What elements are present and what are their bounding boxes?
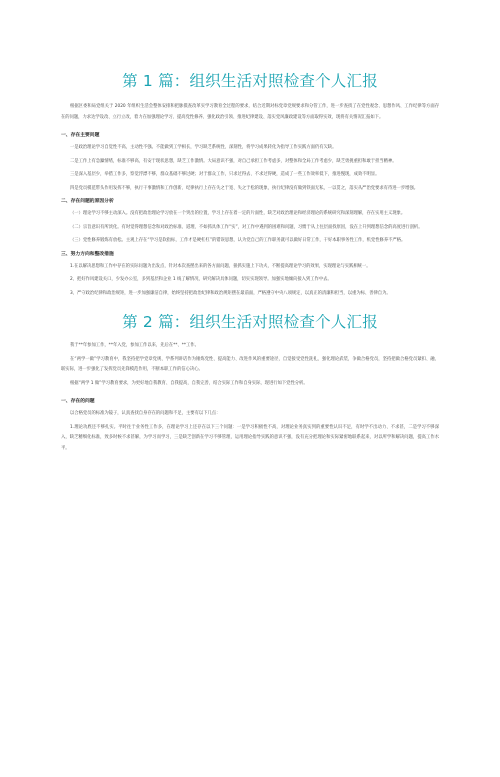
doc1-para-1: 一是政治理论学习自觉性不高，主动性不强。不能做到工学相长，学习缺乏系统性、深刻性，将学习成果转化为指导工作实践方面仍有欠缺。 bbox=[70, 145, 337, 150]
doc1-para-7: （三）党性修养锻炼有放松。主观上存在“学习是软指标，工作才是硬杠杠”的错误思想，认为党自己的工作职务就可以做好日常工作，干好本职事务性工作，机党性修养不严格。 bbox=[70, 238, 406, 243]
doc2-para-1: 在“两学一做”学习教育中，我坚持把学党章党规、学系列讲话作为锤炼党性、提高能力、改进作风的重要途径，自觉接受党性洗礼、强化理论武装，争做合格党员，坚持把做合格党员紧扣、融、联实际，进一步强化了发挥党员先锋模范作用，不断本职工作的信心决心。 bbox=[61, 356, 439, 372]
doc2-para-3: 以合格党员的标准为镜子，认真查找自身存在的问题和不足，主要有以下几点： bbox=[70, 411, 221, 416]
doc1-para-6: （二）宗旨意识有所淡化。有时觉得理想信念和对政治标准、道理、不如抓具体工作“实”，对工作中遇到的困难和问题，习惯于从上往层面找原因，没在上升到理想信念的高度进行剖析。 bbox=[70, 224, 423, 230]
doc2-para-2: 根据“两学 1 做”学习教育要求，为更好地自我教育、自我提高，自我完善，结合实际工作和自身实际，现进行如下党性分析。 bbox=[70, 380, 308, 386]
doc2-title: 第 2 篇：组织生活对照检查个人汇报 bbox=[122, 313, 378, 331]
doc1-para-2: 二是工作上有急躁情绪，标准不够高，有安于现状思想，缺乏工作激情。大局意识不强，对自己承担工作考虑多，对整体和全局工作考虑少，缺乏勇挑重担和敢于担当精神。 bbox=[70, 158, 397, 164]
doc2-intro: 我于**年参加工作，**年入党，参加工作以来，先后在**、**工作。 bbox=[70, 343, 199, 348]
doc1-heading-3: 三、努力方向和整改措施 bbox=[61, 251, 114, 257]
doc1-para-10: 3、严守政治纪律和政治规矩，进一步加强廉洁自律，始终坚持把政治纪律和政治规矩摆在最前面，严格遵守中央八项规定，以真正的清廉和担当，以重为标、善律自为。 bbox=[70, 290, 391, 296]
doc1-para-4: 四是党员模范带头作用发挥不够，执行干事激情和工作创新、纪律执行上存在失之于宽、失之于松的现象，执行纪律没有做到铁面无私，一以贯之，落实从严治党要求有待进一步增强。 bbox=[70, 185, 419, 191]
doc1-para-5: （一）理论学习不够主动深入。没有把政治理论学习放在一个突出的位置，学习上存在着一定的片面性，缺乏对政治理论和经济理论的系统研究和深刻理解，存在实用主义现象。 bbox=[70, 211, 406, 216]
doc1-para-3: 三是深入基层少，举措工作多，察觉浮漂不够，群众基础不够过硬；对于群众工作，只求过得去、不求过得硬，造成了一些工作效率低下，推进慢现，成效不明显。 bbox=[70, 172, 380, 177]
doc2-para-4: 1.理论功底还不够扎实。平时往于业务性工作多，在理论学习上还存在以下三个问题：一是学习积极性不高，对理论业务真实到的重要性认识不足，有时学不出动力、不求甚，二是学习不够深入，缺乏精细化标准，致多时候不求甚解，为学习而学习，三是缺乏创新在学习不够管理，运用理论指导实践的意识不强，没有充分把理论和实际紧密地联系起来，对以所学和解决问题，提高工作水平。 bbox=[61, 424, 439, 451]
doc1-title: 第 1 篇：组织生活对照检查个人汇报 bbox=[122, 72, 378, 90]
doc2-heading-1: 一、存在的问题 bbox=[61, 399, 95, 404]
doc1-para-8: 1.在以解决思想和工作中存在的实际问题为出发点，针对本次查摆出来的各方面问题，狠抓实施上下功夫，不断提高理论学习的效果，实现理论与实践相统一。 bbox=[70, 263, 371, 269]
document-page bbox=[0, 70, 500, 777]
doc1-intro: 根据区委和局党组关于 2020 年组织生活会整体安排和把脉摸查改革实学习教育全过程的要求，结合近期对标党章党规要求和分管工作，进一步查找了在党性观念、思想作风、工作纪律等方面存在的问题，力求达学设改、立行立改，着力在加强理论学习、提高党性修养、强化政治引领、推进纪律建设、落实党风廉政建设等方面取得实效，现将有关情况汇报如下。 bbox=[61, 104, 439, 120]
doc1-heading-1: 一、存在主要问题 bbox=[61, 133, 100, 138]
doc1-heading-2: 二、存在问题的原因分析 bbox=[61, 199, 114, 204]
doc1-para-9: 2、把好作风建设关口，少发办公室，多到基层和企业 1 线了解情况，研究解决具体问题，切实实现领导。加强实地倾向接入到工作中去。 bbox=[70, 277, 332, 282]
